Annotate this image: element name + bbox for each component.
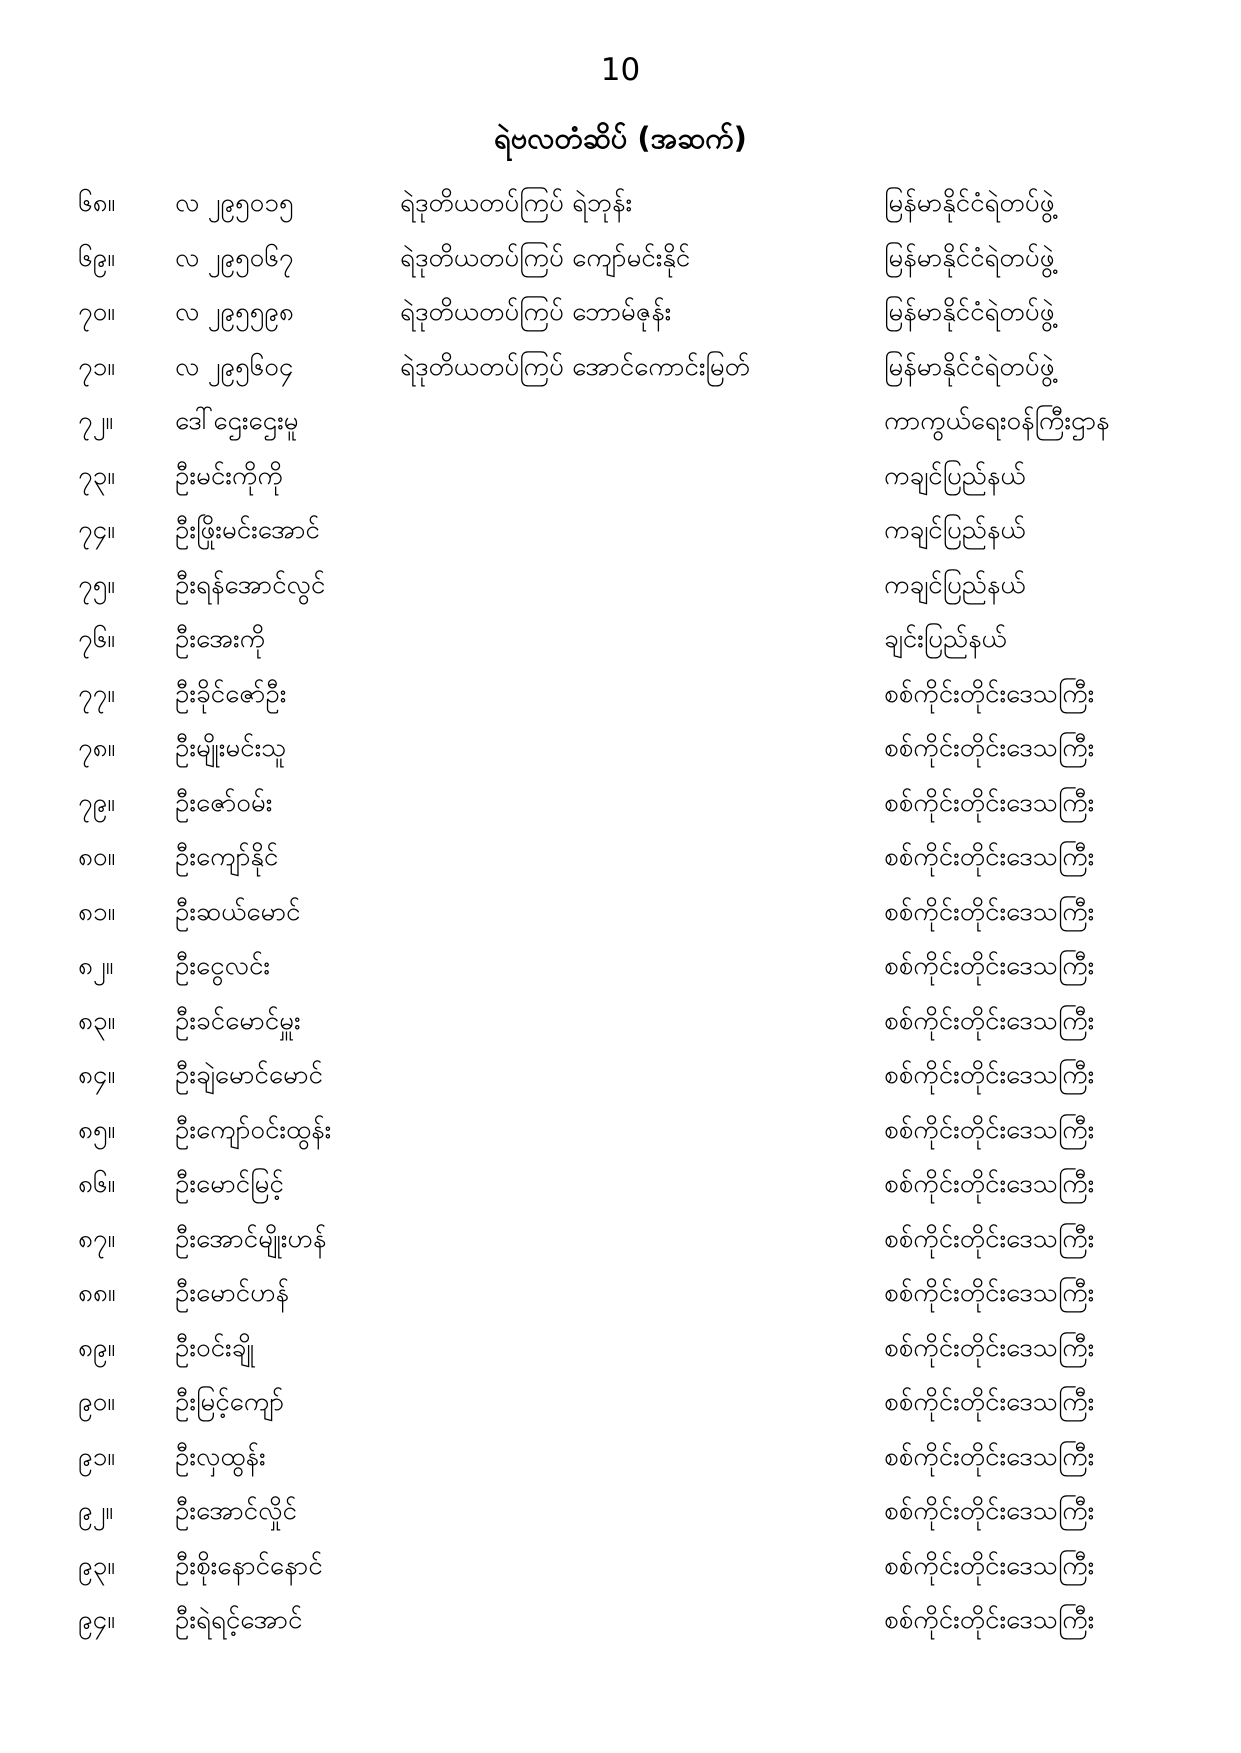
entry-department: စစ်ကိုင်းတိုင်းဒေသကြီး <box>884 1441 1095 1472</box>
entry-number: ၈၁။ <box>78 896 116 927</box>
entry-department: မြန်မာနိုင်ငံရဲတပ်ဖွဲ့ <box>884 351 1055 382</box>
entry-number: ၇၉။ <box>78 787 116 818</box>
entry-number: ၇၁။ <box>78 351 116 382</box>
entry-department: စစ်ကိုင်းတိုင်းဒေသကြီး <box>884 1223 1095 1254</box>
entry-number: ၇၇။ <box>78 678 116 709</box>
entry-serial-or-name: ဦးဖြိုးမင်းအောင် <box>175 515 320 545</box>
entry-serial-or-name: ဒေါ်ဌေးဌေးမူ <box>175 406 299 436</box>
entry-department: စစ်ကိုင်းတိုင်းဒေသကြီး <box>884 1550 1095 1581</box>
entry-serial-or-name: ဦးငွေလင်း <box>175 951 270 981</box>
entry-number: ၇၂။ <box>78 406 114 436</box>
entry-number: ၇၈။ <box>78 733 116 763</box>
entry-number: ၆၈။ <box>78 188 116 218</box>
entry-number: ၉၄။ <box>78 1605 116 1635</box>
entry-row <box>0 1321 1241 1376</box>
entry-row <box>0 1103 1241 1158</box>
entry-number: ၇၅။ <box>78 569 116 600</box>
entry-serial-or-name: ဦးဇော်ဝမ်း <box>175 787 273 818</box>
entry-row <box>0 558 1241 613</box>
entry-serial-or-name: ဦးရန်အောင်လွင် <box>175 569 326 600</box>
entry-row <box>0 231 1241 286</box>
entry-department: စစ်ကိုင်းတိုင်းဒေသကြီး <box>884 842 1095 872</box>
entry-department: ချင်းပြည်နယ် <box>884 624 1007 654</box>
entry-number: ၇၀။ <box>78 297 116 327</box>
entry-department: စစ်ကိုင်းတိုင်းဒေသကြီး <box>884 951 1095 981</box>
entry-row <box>0 394 1241 449</box>
entry-number: ၉၂။ <box>78 1496 114 1526</box>
entry-department: စစ်ကိုင်းတိုင်းဒေသကြီး <box>884 896 1095 927</box>
entry-serial-or-name: ဦးကျော်ဝင်းထွန်း <box>175 1114 332 1145</box>
entry-rank-and-name: ရဲဒုတိယတပ်ကြပ် ရဲဘုန်း <box>400 188 633 218</box>
entry-department: စစ်ကိုင်းတိုင်းဒေသကြီး <box>884 1387 1095 1417</box>
entry-number: ၈၉။ <box>78 1332 116 1363</box>
entry-department: စစ်ကိုင်းတိုင်းဒေသကြီး <box>884 1060 1095 1090</box>
entry-row <box>0 449 1241 504</box>
entry-row <box>0 994 1241 1049</box>
entry-department: ကချင်ပြည်နယ် <box>884 569 1026 600</box>
entry-number: ၈၇။ <box>78 1223 116 1254</box>
entry-row <box>0 1593 1241 1648</box>
entry-row <box>0 721 1241 776</box>
entry-number: ၆၉။ <box>78 242 116 273</box>
entry-department: မြန်မာနိုင်ငံရဲတပ်ဖွဲ့ <box>884 242 1055 273</box>
entry-number: ၇၃။ <box>78 460 116 491</box>
entry-row <box>0 939 1241 994</box>
entry-department: စစ်ကိုင်းတိုင်းဒေသကြီး <box>884 1605 1095 1635</box>
entry-department: စစ်ကိုင်းတိုင်းဒေသကြီး <box>884 678 1095 709</box>
document-title: ရဲဗလတံဆိပ် (အဆက်) <box>494 121 747 155</box>
entry-number: ၈၄။ <box>78 1060 116 1090</box>
entry-row <box>0 776 1241 831</box>
entry-serial-or-name: ဦးဝင်းချို <box>175 1332 255 1363</box>
entry-serial-or-name: ဦးခင်မောင်မှူး <box>175 1005 301 1036</box>
entry-number: ၈၀။ <box>78 842 116 872</box>
entry-department: စစ်ကိုင်းတိုင်းဒေသကြီး <box>884 733 1095 763</box>
entry-serial-or-name: ဦးအေးကို <box>175 624 266 654</box>
entry-serial-or-name: ဦးမြင့်ကျော် <box>175 1387 285 1417</box>
entry-serial-or-name: ဦးမင်းကိုကို <box>175 460 283 491</box>
entry-number: ၈၅။ <box>78 1114 116 1145</box>
entry-row <box>0 1375 1241 1430</box>
page-number: 10 <box>600 52 641 88</box>
entry-number: ၈၆။ <box>78 1169 116 1199</box>
entry-department: ကချင်ပြည်နယ် <box>884 460 1026 491</box>
entry-department: မြန်မာနိုင်ငံရဲတပ်ဖွဲ့ <box>884 297 1055 327</box>
entry-department: စစ်ကိုင်းတိုင်းဒေသကြီး <box>884 1114 1095 1145</box>
entry-serial-or-name: လ ၂၉၅၅၉၈ <box>175 297 294 327</box>
entry-row <box>0 503 1241 558</box>
entry-list <box>0 176 1241 1648</box>
entry-serial-or-name: ဦးခိုင်ဇော်ဦး <box>175 678 287 709</box>
entry-department: စစ်ကိုင်းတိုင်းဒေသကြီး <box>884 1496 1095 1526</box>
entry-number: ၇၆။ <box>78 624 116 654</box>
entry-row <box>0 1266 1241 1321</box>
entry-rank-and-name: ရဲဒုတိယတပ်ကြပ် ဘောမ်ဇုန်း <box>400 297 672 327</box>
entry-serial-or-name: လ ၂၉၅၀၆၇ <box>175 242 294 273</box>
entry-row <box>0 667 1241 722</box>
entry-row <box>0 1048 1241 1103</box>
entry-department: စစ်ကိုင်းတိုင်းဒေသကြီး <box>884 1332 1095 1363</box>
entry-department: စစ်ကိုင်းတိုင်းဒေသကြီး <box>884 787 1095 818</box>
entry-number: ၇၄။ <box>78 515 116 545</box>
entry-serial-or-name: ဦးမျိုးမင်းသူ <box>175 733 287 763</box>
entry-serial-or-name: ဦးမောင်ဟန် <box>175 1278 290 1308</box>
entry-row <box>0 1430 1241 1485</box>
entry-serial-or-name: ဦးစိုးနောင်နောင် <box>175 1550 323 1581</box>
entry-department: မြန်မာနိုင်ငံရဲတပ်ဖွဲ့ <box>884 188 1055 218</box>
entry-serial-or-name: ဦးဆယ်မောင် <box>175 896 301 927</box>
entry-number: ၉၁။ <box>78 1441 116 1472</box>
entry-serial-or-name: လ ၂၉၅၀၁၅ <box>175 188 294 218</box>
entry-number: ၈၈။ <box>78 1278 116 1308</box>
entry-row <box>0 885 1241 940</box>
entry-number: ၉၀။ <box>78 1387 116 1417</box>
entry-rank-and-name: ရဲဒုတိယတပ်ကြပ် ကျော်မင်းနိုင် <box>400 242 691 273</box>
entry-row <box>0 612 1241 667</box>
entry-row <box>0 1157 1241 1212</box>
entry-row <box>0 176 1241 231</box>
entry-rank-and-name: ရဲဒုတိယတပ်ကြပ် အောင်ကောင်းမြတ် <box>400 351 750 382</box>
entry-row <box>0 1212 1241 1267</box>
entry-serial-or-name: ဦးမောင်မြင့် <box>175 1169 284 1199</box>
entry-department: ကာကွယ်ရေးဝန်ကြီးဌာန <box>884 406 1110 436</box>
entry-serial-or-name: ဦးအောင်လှိုင် <box>175 1496 297 1526</box>
entry-row <box>0 1539 1241 1594</box>
entry-row <box>0 285 1241 340</box>
entry-department: စစ်ကိုင်းတိုင်းဒေသကြီး <box>884 1278 1095 1308</box>
entry-serial-or-name: ဦးအောင်မျိုးဟန် <box>175 1223 327 1254</box>
entry-department: စစ်ကိုင်းတိုင်းဒေသကြီး <box>884 1169 1095 1199</box>
entry-serial-or-name: လ ၂၉၅၆၀၄ <box>175 351 294 382</box>
entry-serial-or-name: ဦးရဲရင့်အောင် <box>175 1605 303 1635</box>
entry-serial-or-name: ဦးလှထွန်း <box>175 1441 266 1472</box>
entry-serial-or-name: ဦးချဲမောင်မောင် <box>175 1060 323 1090</box>
entry-row <box>0 340 1241 395</box>
entry-serial-or-name: ဦးကျော်နိုင် <box>175 842 279 872</box>
entry-row <box>0 1484 1241 1539</box>
entry-number: ၉၃။ <box>78 1550 116 1581</box>
entry-row <box>0 830 1241 885</box>
entry-number: ၈၂။ <box>78 951 114 981</box>
entry-department: ကချင်ပြည်နယ် <box>884 515 1026 545</box>
entry-number: ၈၃။ <box>78 1005 116 1036</box>
entry-department: စစ်ကိုင်းတိုင်းဒေသကြီး <box>884 1005 1095 1036</box>
